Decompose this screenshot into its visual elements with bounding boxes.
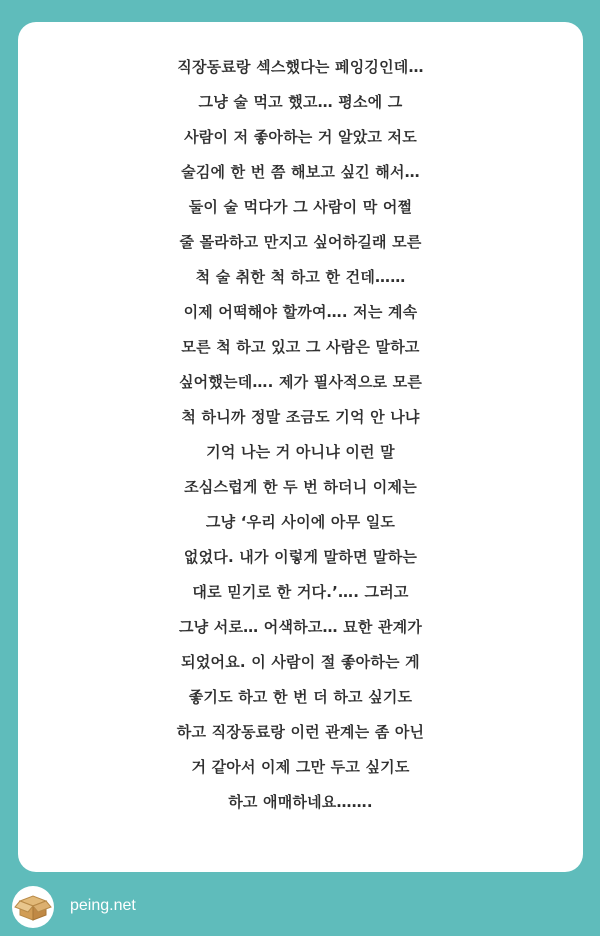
question-line: 직장동료랑 섹스했다는 페잉깅인데… bbox=[177, 58, 424, 76]
question-line: 둘이 술 먹다가 그 사람이 막 어쩔 bbox=[188, 198, 413, 216]
footer bbox=[0, 872, 600, 936]
question-line: 그냥 술 먹고 했고… 평소에 그 bbox=[198, 93, 403, 111]
question-line: 조심스럽게 한 두 번 하더니 이제는 bbox=[184, 478, 417, 496]
question-line: 대로 믿기로 한 거다.’…. 그러고 bbox=[192, 583, 409, 601]
question-line: 되었어요. 이 사람이 절 좋아하는 게 bbox=[181, 653, 420, 671]
box-icon[interactable] bbox=[12, 886, 54, 928]
question-line: 이제 어떡해야 할까여…. 저는 계속 bbox=[183, 303, 418, 321]
question-line: 좋기도 하고 한 번 더 하고 싶기도 bbox=[188, 688, 413, 706]
question-line: 거 같아서 이제 그만 두고 싶기도 bbox=[191, 758, 410, 776]
question-line: 사람이 저 좋아하는 거 알았고 저도 bbox=[184, 128, 417, 146]
question-line: 모른 척 하고 있고 그 사람은 말하고 bbox=[181, 338, 420, 356]
question-line: 하고 직장동료랑 이런 관계는 좀 아닌 bbox=[176, 723, 425, 741]
question-line: 술김에 한 번 쯤 해보고 싶긴 해서… bbox=[181, 163, 420, 181]
question-line: 기억 나는 거 아니냐 이런 말 bbox=[206, 443, 395, 461]
question-card bbox=[18, 22, 583, 872]
question-line: 싶어했는데…. 제가 필사적으로 모른 bbox=[178, 373, 423, 391]
question-line: 척 술 취한 척 하고 한 건데…… bbox=[195, 268, 406, 286]
question-line: 그냥 ‘우리 사이에 아무 일도 bbox=[205, 513, 396, 531]
question-line: 줄 몰라하고 만지고 싶어하길래 모른 bbox=[179, 233, 422, 251]
question-line: 척 하니까 정말 조금도 기억 안 나냐 bbox=[181, 408, 420, 426]
question-line: 하고 애매하네요……. bbox=[228, 793, 373, 811]
question-text bbox=[18, 50, 583, 820]
site-name-link[interactable]: peing.net bbox=[70, 897, 136, 914]
question-line: 없었다. 내가 이렇게 말하면 말하는 bbox=[183, 548, 418, 566]
question-line: 그냥 서로… 어색하고… 묘한 관계가 bbox=[178, 618, 423, 636]
